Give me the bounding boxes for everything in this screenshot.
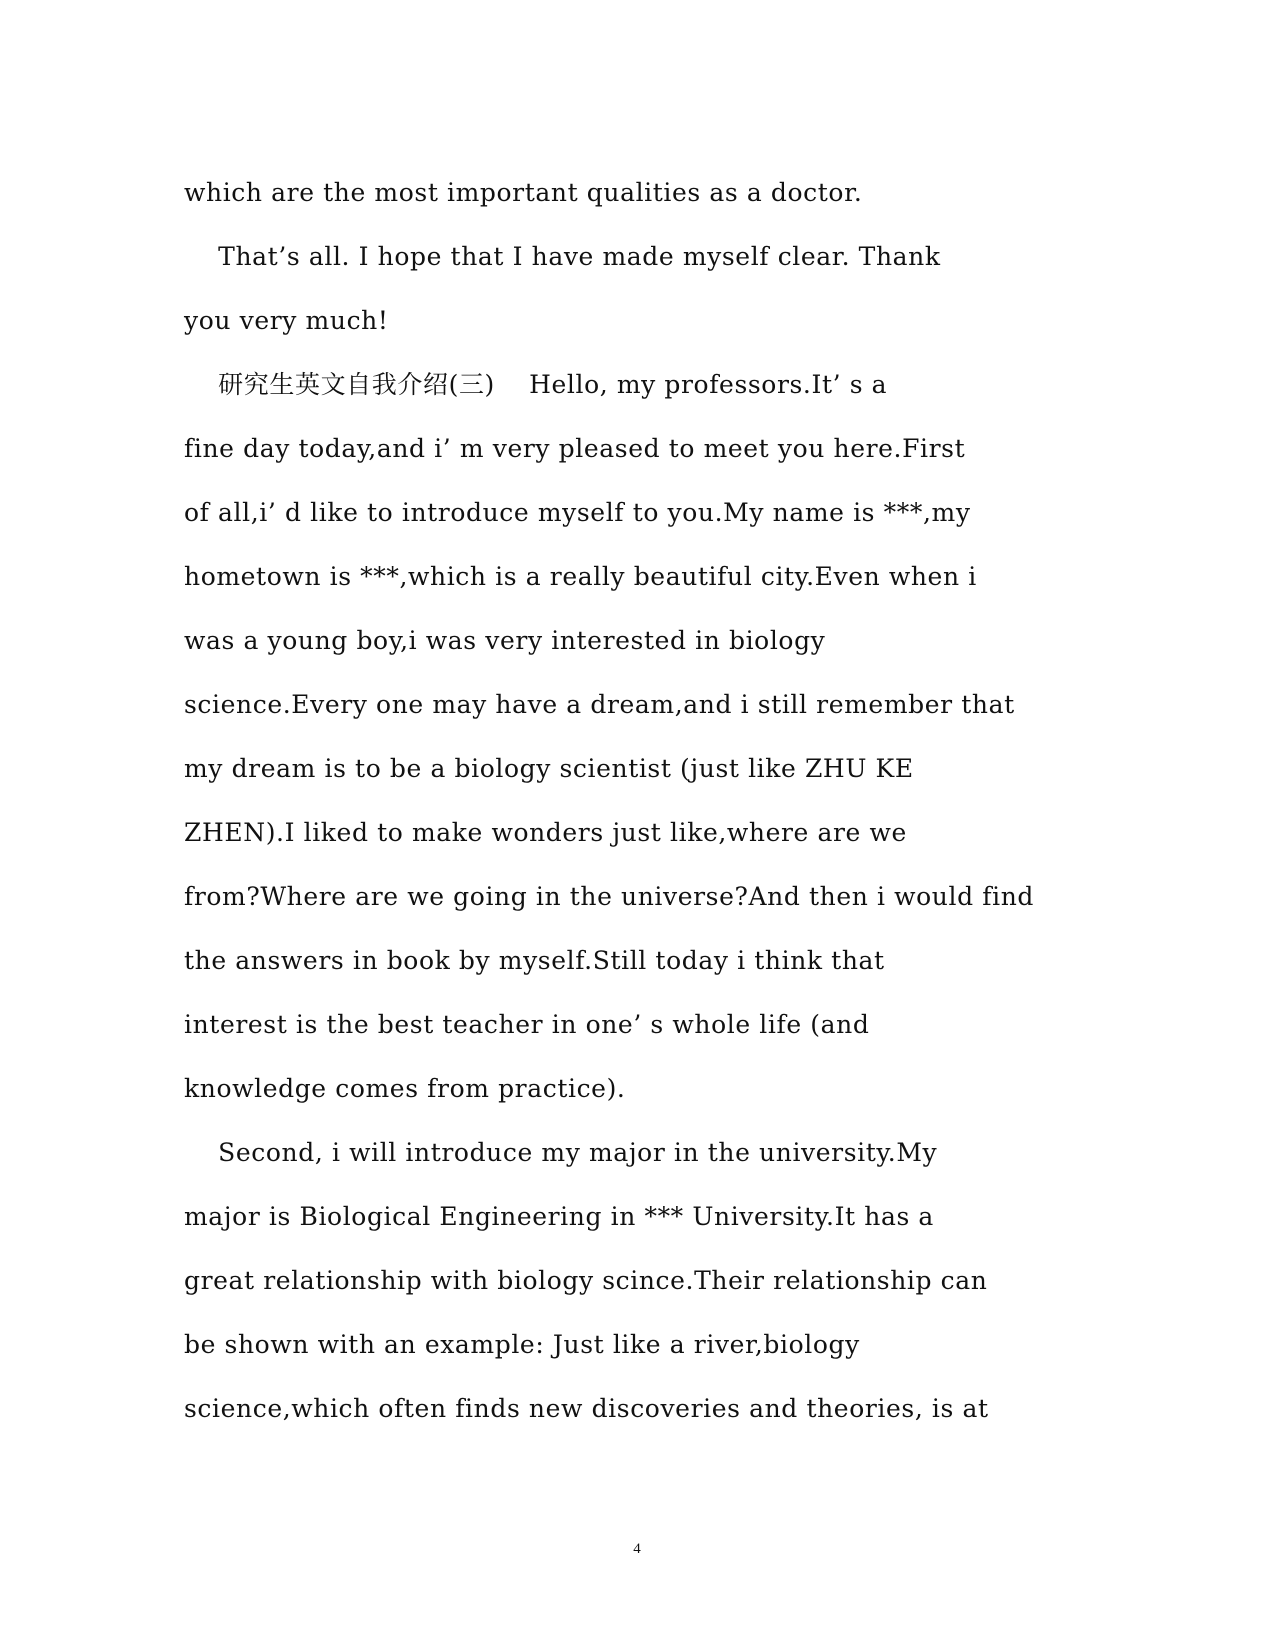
page-number: 4: [633, 1541, 641, 1557]
text-line: ZHEN).I liked to make wonders just like,where are we: [184, 818, 907, 847]
text-line: science,which often finds new discoveries and theories, is at: [184, 1394, 989, 1423]
text-line: which are the most important qualities as a doctor.: [184, 178, 863, 207]
text-line: That’s all. I hope that I have made myself clear. Thank: [184, 242, 941, 271]
text-line: knowledge comes from practice).: [184, 1074, 626, 1103]
text-line: interest is the best teacher in one’ s whole life (and: [184, 1010, 870, 1039]
section-heading-line: 研究生英文自我介绍(三) Hello, my professors.It’ s a: [184, 370, 888, 399]
text-line: the answers in book by myself.Still today i think that: [184, 946, 885, 975]
text-line: fine day today,and i’ m very pleased to meet you here.First: [184, 434, 966, 463]
text-line: you very much!: [184, 306, 389, 335]
text-line: my dream is to be a biology scientist (just like ZHU KE: [184, 754, 914, 783]
text-line: Second, i will introduce my major in the university.My: [184, 1138, 938, 1167]
text-line: was a young boy,i was very interested in biology: [184, 626, 826, 655]
text-line: be shown with an example: Just like a river,biology: [184, 1330, 860, 1359]
text-line: of all,i’ d like to introduce myself to you.My name is ***,my: [184, 498, 971, 527]
text-line: great relationship with biology scince.Their relationship can: [184, 1266, 988, 1295]
text-line: science.Every one may have a dream,and i still remember that: [184, 690, 1015, 719]
text-line: from?Where are we going in the universe?And then i would find: [184, 882, 1035, 911]
text-line: hometown is ***,which is a really beautiful city.Even when i: [184, 562, 977, 591]
text-line: major is Biological Engineering in *** University.It has a: [184, 1202, 934, 1231]
